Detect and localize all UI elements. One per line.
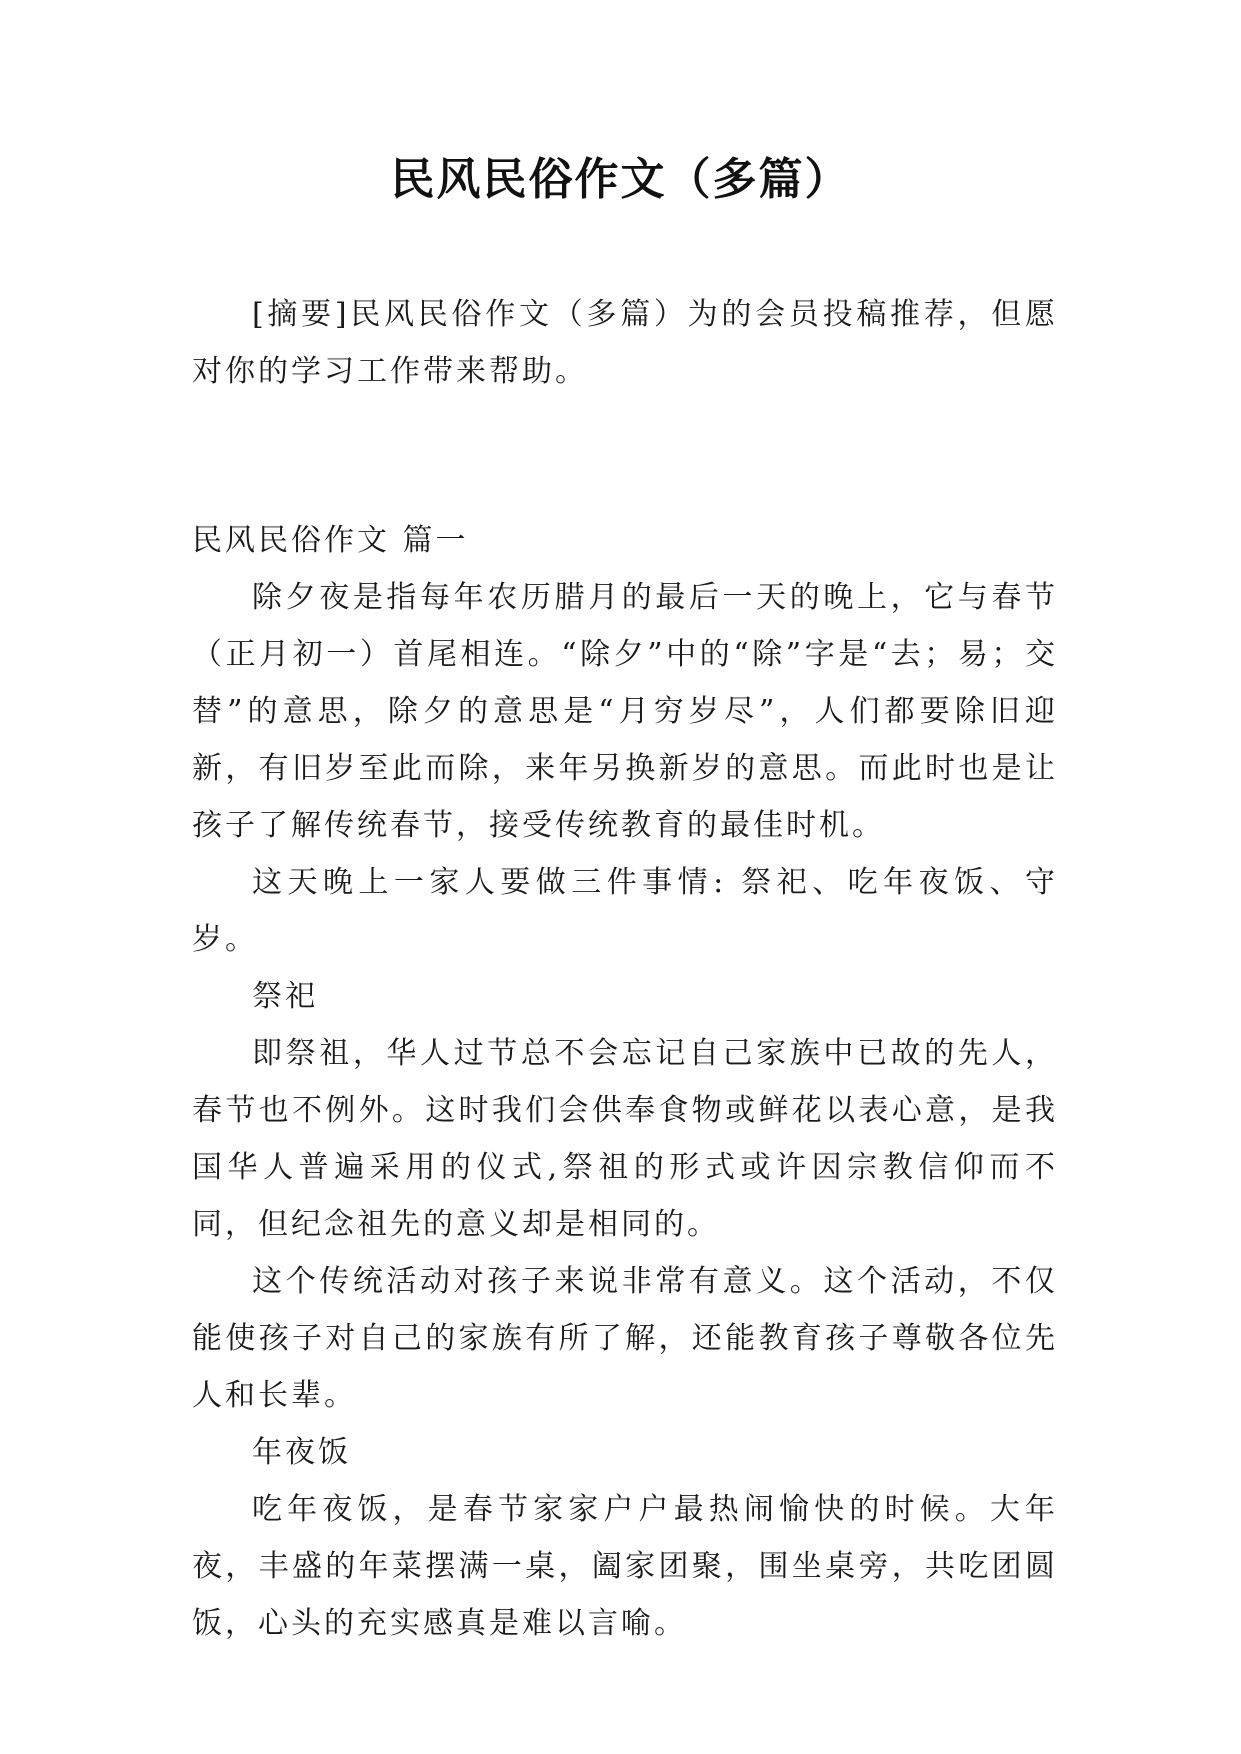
abstract-paragraph: [摘要]民风民俗作文（多篇）为的会员投稿推荐，但愿对你的学习工作带来帮助。: [192, 297, 1058, 389]
section-heading: 民风民俗作文 篇一: [192, 523, 469, 558]
body-paragraph: 这个传统活动对孩子来说非常有意义。这个活动，不仅能使孩子对自己的家族有所了解，还能教育孩子尊敬各位先人和长辈。: [192, 1264, 1058, 1413]
body-paragraph: 吃年夜饭，是春节家家户户最热闹愉快的时候。大年夜，丰盛的年菜摆满一桌，阖家团聚，围坐桌旁，共吃团圆饭，心头的充实感真是难以言喻。: [192, 1492, 1058, 1641]
body-paragraph: 除夕夜是指每年农历腊月的最后一天的晚上，它与春节（正月初一）首尾相连。“除夕”中的“除”字是“去；易；交替”的意思，除夕的意思是“月穷岁尽”，人们都要除旧迎新，有旧岁至此而除，来年另换新岁的意思。而此时也是让孩子了解传统春节，接受传统教育的最佳时机。: [192, 580, 1058, 843]
body-paragraph: 这天晚上一家人要做三件事情: 祭祀、吃年夜饭、守岁。: [192, 865, 1058, 957]
document-title: 民风民俗作文（多篇）: [390, 154, 851, 205]
spacer: [192, 400, 1058, 512]
subheading-nianyefan: 年夜饭: [252, 1435, 351, 1470]
document-body: [192, 286, 1058, 1652]
body-paragraph: 即祭祖，华人过节总不会忘记自己家族中已故的先人，春节也不例外。这时我们会供奉食物或鲜花以表心意，是我国华人普遍采用的仪式,祭祖的形式或许因宗教信仰而不同，但纪念祖先的意义却是相同的。: [192, 1036, 1058, 1242]
subheading-jisi: 祭祀: [252, 979, 318, 1014]
